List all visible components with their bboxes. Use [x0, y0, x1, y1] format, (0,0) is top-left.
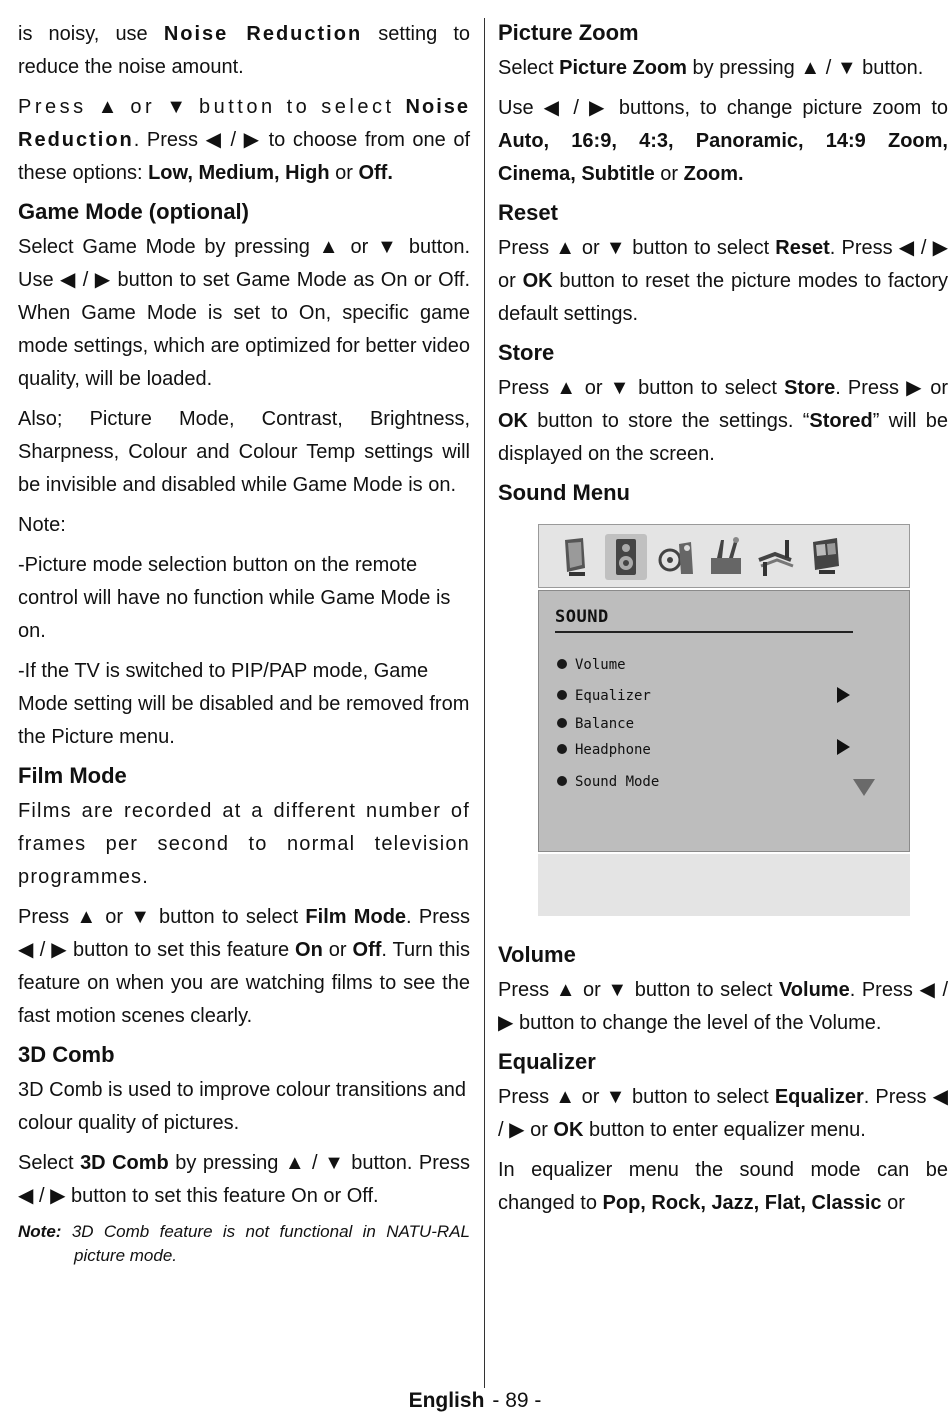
equalizer-heading: Equalizer: [498, 1049, 596, 1074]
picture-zoom-heading: Picture Zoom: [498, 20, 639, 45]
volume-instructions: Press ▲ or ▼ button to select Volume. Press ◀ / ▶ button to change the level of the Volume.: [498, 979, 949, 1034]
up-arrow-icon: ▲: [555, 237, 576, 259]
down-arrow-icon: ▼: [605, 237, 627, 259]
down-arrow-icon: ▼: [324, 1152, 345, 1174]
right-arrow-icon: ▶: [51, 939, 68, 961]
right-arrow-icon: ▶: [932, 237, 948, 259]
right-arrow-icon: ▶: [589, 97, 609, 119]
pip-icon: [805, 534, 847, 580]
game-mode-note-remote: -Picture mode selection button on the remote control will have no function while Game Mode is on.: [18, 554, 451, 642]
submenu-arrow-icon: [837, 687, 850, 703]
film-mode-heading: Film Mode: [18, 763, 127, 788]
3d-comb-description: 3D Comb is used to improve colour transitions and colour quality of pictures.: [18, 1079, 466, 1134]
film-mode-instructions: Press ▲ or ▼ button to select Film Mode. Press ◀ / ▶ button to set this feature On or Off. Turn this feature on when you are watching films to see the fast motion scenes clearly.: [18, 906, 470, 1027]
up-arrow-icon: ▲: [556, 377, 578, 399]
down-arrow-icon: ▼: [377, 236, 401, 258]
right-column: [498, 18, 948, 1227]
store-heading: Store: [498, 340, 555, 365]
game-mode-note-label: Note:: [18, 514, 66, 536]
menu-item-balance[interactable]: Balance: [557, 714, 634, 734]
up-arrow-icon: ▲: [318, 236, 342, 258]
picture-zoom-select: Select Picture Zoom by pressing ▲ / ▼ button.: [498, 57, 924, 79]
page-footer: [0, 1386, 950, 1416]
game-mode-note-pip: -If the TV is switched to PIP/PAP mode, Game Mode setting will be disabled and be removed from the Picture menu.: [18, 660, 470, 748]
menu-footer-bar: [538, 854, 910, 916]
bullet-icon: [557, 744, 567, 754]
right-arrow-icon: ▶: [906, 377, 924, 399]
left-arrow-icon: ◀: [543, 97, 564, 119]
right-arrow-icon: ▶: [94, 269, 112, 291]
column-divider: [484, 18, 485, 1388]
up-arrow-icon: ▲: [284, 1152, 306, 1174]
sound-menu-heading: Sound Menu: [498, 480, 630, 505]
sound-menu-title: SOUND: [555, 607, 609, 627]
3d-comb-instructions: Select 3D Comb by pressing ▲ / ▼ button. Press ◀ / ▶ button to set this feature On or Off.: [18, 1152, 471, 1207]
down-arrow-icon: ▼: [130, 906, 152, 928]
sound-menu-screenshot: [538, 524, 910, 916]
picture-icon: [555, 534, 597, 580]
up-arrow-icon: ▲: [555, 979, 577, 1001]
game-mode-heading: Game Mode (optional): [18, 199, 249, 224]
down-arrow-icon: ▼: [609, 377, 632, 399]
right-arrow-icon: ▶: [509, 1119, 525, 1141]
volume-heading: Volume: [498, 942, 576, 967]
right-arrow-icon: ▶: [50, 1185, 66, 1207]
left-arrow-icon: ◀: [898, 237, 915, 259]
picture-zoom-options: Use ◀ / ▶ buttons, to change picture zoom to Auto, 16:9, 4:3, Panoramic, 14:9 Zoom, Cinema, Subtitle or Zoom.: [498, 97, 948, 185]
3d-comb-note: Note: 3D Comb feature is not functional in NATU-RAL picture mode.: [18, 1222, 470, 1265]
reset-heading: Reset: [498, 200, 558, 225]
left-arrow-icon: ◀: [919, 979, 936, 1001]
bullet-icon: [557, 776, 567, 786]
menu-item-equalizer[interactable]: Equalizer: [557, 686, 651, 706]
bullet-icon: [557, 718, 567, 728]
down-arrow-icon: ▼: [166, 96, 188, 118]
left-arrow-icon: ◀: [205, 129, 223, 151]
sound-menu-panel: [538, 590, 910, 852]
equalizer-modes: In equalizer menu the sound mode can be changed to Pop, Rock, Jazz, Flat, Classic or: [498, 1159, 948, 1214]
noise-reduction-continued: is noisy, use Noise Reduction setting to reduce the noise amount.: [18, 23, 471, 78]
sound-icon: [605, 534, 647, 580]
footer-language: English: [408, 1389, 485, 1412]
left-column: [18, 18, 470, 1275]
title-underline: [555, 631, 853, 633]
dropdown-arrow-icon: [853, 779, 875, 796]
left-arrow-icon: ◀: [932, 1086, 949, 1108]
up-arrow-icon: ▲: [76, 906, 98, 928]
noise-reduction-instructions: Press ▲ or ▼ button to select Noise Reduction. Press ◀ / ▶ to choose from one of these options: Low, Medium, High or Off.: [18, 96, 471, 184]
left-arrow-icon: ◀: [18, 1185, 34, 1207]
down-arrow-icon: ▼: [836, 57, 857, 79]
game-mode-disabled-settings: Also; Picture Mode, Contrast, Brightness, Sharpness, Colour and Colour Temp settings will be invisible and disabled while Game Mode is on.: [18, 408, 470, 496]
menu-item-volume[interactable]: Volume: [557, 655, 626, 675]
menu-item-sound-mode[interactable]: Sound Mode: [557, 772, 659, 792]
feature-icon: [655, 534, 697, 580]
source-icon: [755, 534, 797, 580]
bullet-icon: [557, 690, 567, 700]
page-number: - 89 -: [492, 1389, 542, 1412]
reset-instructions: Press ▲ or ▼ button to select Reset. Press ◀ / ▶ or OK button to reset the picture modes to factory default settings.: [498, 237, 949, 325]
left-arrow-icon: ◀: [18, 939, 34, 961]
menu-icon-bar: [538, 524, 910, 588]
bullet-icon: [557, 659, 567, 669]
down-arrow-icon: ▼: [605, 1086, 626, 1108]
3d-comb-heading: 3D Comb: [18, 1042, 115, 1067]
film-mode-description: Films are recorded at a different number of frames per second to normal television programmes.: [18, 800, 470, 888]
up-arrow-icon: ▲: [97, 96, 120, 118]
up-arrow-icon: ▲: [555, 1086, 576, 1108]
game-mode-description: Select Game Mode by pressing ▲ or ▼ button. Use ◀ / ▶ button to set Game Mode as On or Off. When Game Mode is set to On, specific game mode settings, which are optimized for better video quality, will be loaded.: [18, 236, 471, 390]
equalizer-instructions: Press ▲ or ▼ button to select Equalizer. Press ◀ / ▶ or OK button to enter equalizer menu.: [498, 1086, 949, 1141]
submenu-arrow-icon: [837, 739, 850, 755]
right-arrow-icon: ▶: [243, 129, 262, 151]
install-icon: [705, 534, 747, 580]
up-arrow-icon: ▲: [800, 57, 821, 79]
store-instructions: Press ▲ or ▼ button to select Store. Press ▶ or OK button to store the settings. “Stored” will be displayed on the screen.: [498, 377, 949, 465]
right-arrow-icon: ▶: [498, 1012, 514, 1034]
menu-item-headphone[interactable]: Headphone: [557, 740, 651, 760]
down-arrow-icon: ▼: [607, 979, 629, 1001]
left-arrow-icon: ◀: [60, 269, 77, 291]
